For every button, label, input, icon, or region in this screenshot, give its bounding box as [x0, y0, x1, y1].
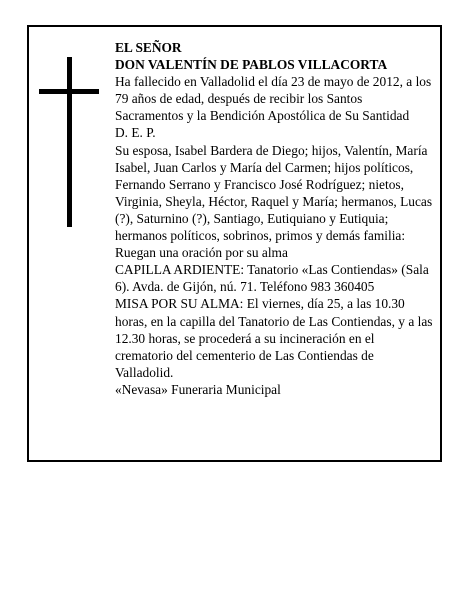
funeral-home: «Nevasa» Funeraria Municipal [115, 381, 281, 397]
death-statement: Ha fallecido en Valladolid el día 23 de mayo de 2012, a los 79 años de edad, después de recibir los Santos Sacramentos y la Bendición Apostólica de Su Santidad [115, 74, 432, 124]
notice-text [115, 39, 433, 398]
dep-line: D. E. P. [115, 125, 156, 141]
family-list: Su esposa, Isabel Bardera de Diego; hijos, Valentín, María Isabel, Juan Carlos y María del Carmen; hijos políticos, Fernando Serrano y Francisco José Rodríguez; nietos, Virginia, Sheyla, Héctor, Raquel y María; hermanos, Lucas (?), Saturnino (?), Santiago, Eutiquiano y Eutiquia; hermanos políticos, sobrinos, primos y demás familia: [115, 142, 433, 244]
notice-heading-title: EL SEÑOR [115, 40, 182, 55]
cross-vertical-bar [67, 57, 72, 227]
deceased-name: DON VALENTÍN DE PABLOS VILLACORTA [115, 57, 388, 73]
mass-info: MISA POR SU ALMA: El viernes, día 25, a las 10.30 horas, en la capilla del Tanatorio de Las Contiendas, y a las 12.30 horas, se procederá a su incineración en el crematorio del cementerio de Las Contiendas de Valladolid. [115, 296, 433, 380]
cross-horizontal-bar [39, 89, 99, 94]
chapel-info: CAPILLA ARDIENTE: Tanatorio «Las Contiendas» (Sala 6). Avda. de Gijón, nú. 71. Teléfono 983 360405 [115, 262, 429, 295]
cross-icon [39, 57, 99, 227]
prayer-request: Ruegan una oración por su alma [115, 245, 288, 261]
obituary-notice [27, 25, 442, 462]
